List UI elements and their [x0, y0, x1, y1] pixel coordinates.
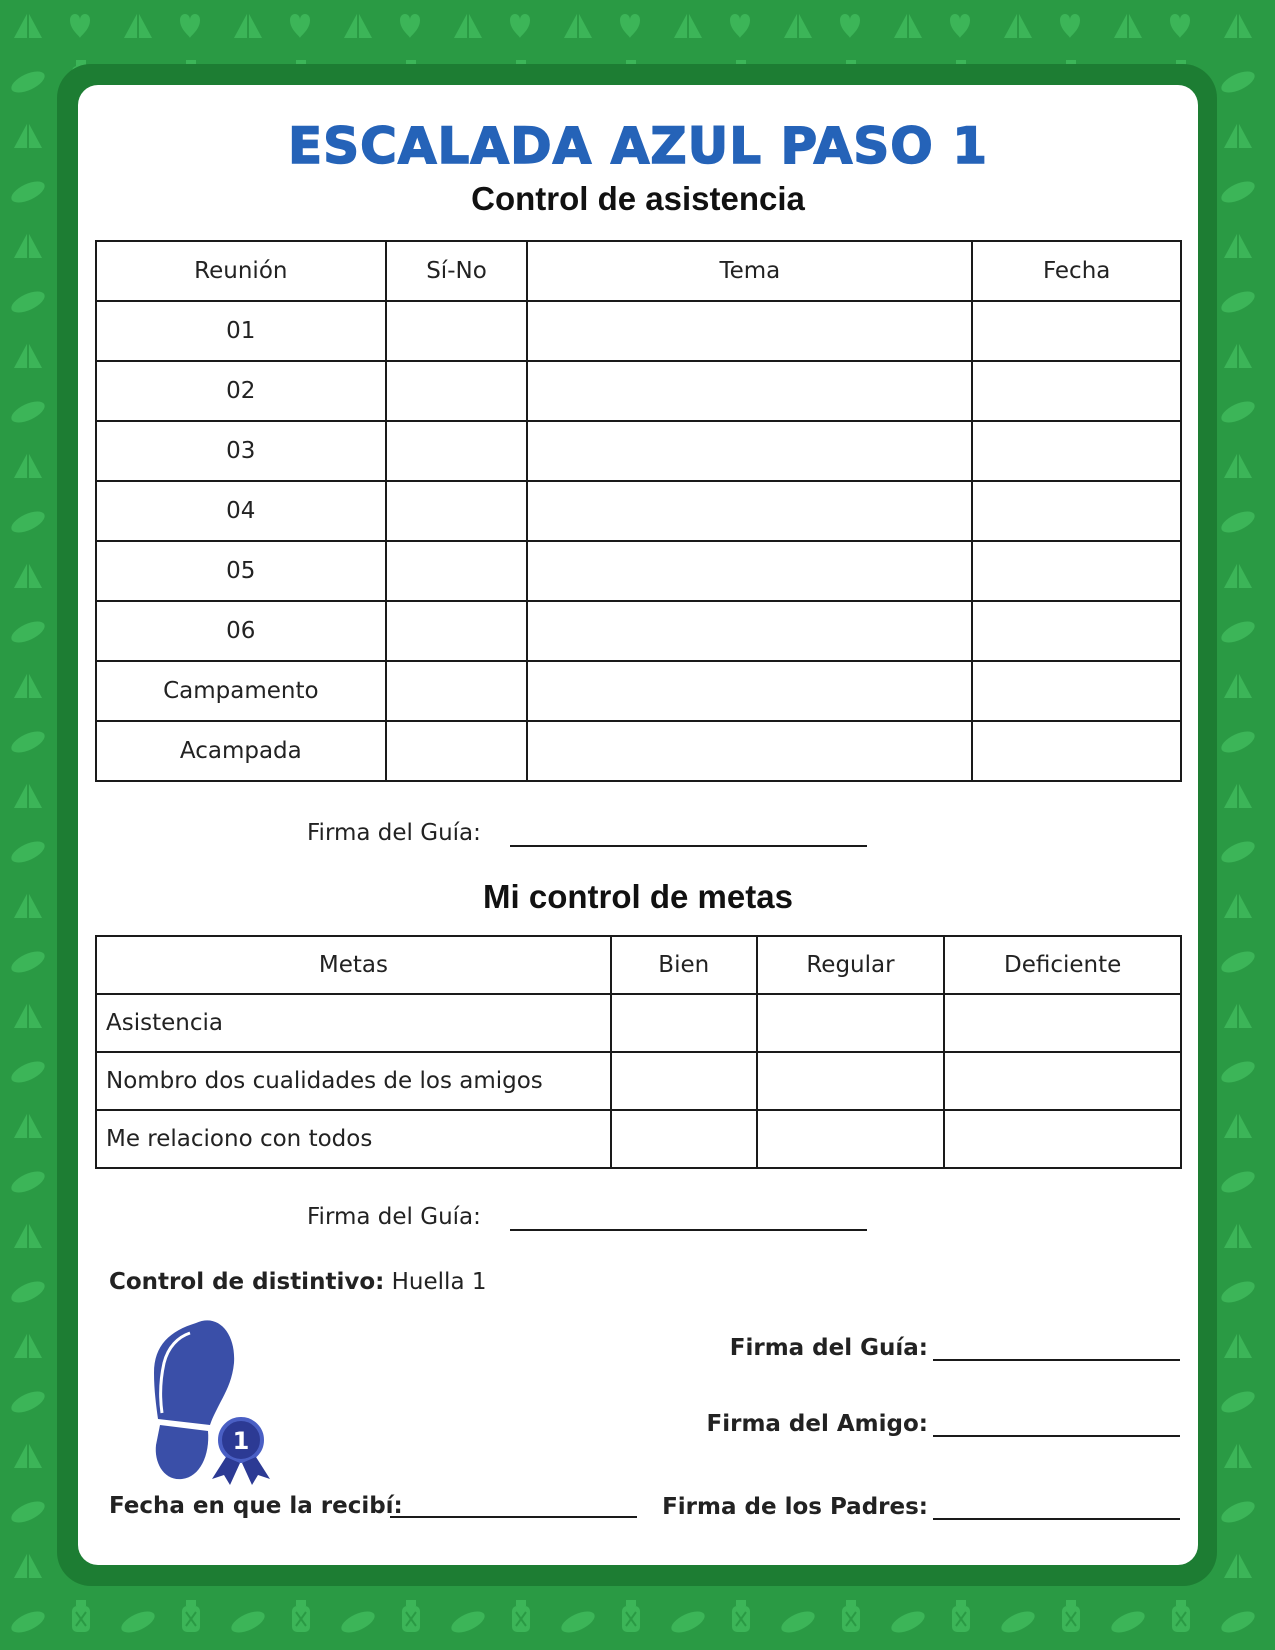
topic-cell[interactable]	[527, 721, 972, 781]
parents-signature-label: Firma de los Padres:	[662, 1494, 928, 1520]
topic-cell[interactable]	[527, 661, 972, 721]
yes-no-cell[interactable]	[386, 361, 528, 421]
column-header-regular: Regular	[757, 936, 945, 994]
date-cell[interactable]	[972, 301, 1181, 361]
yes-no-cell[interactable]	[386, 661, 528, 721]
attendance-guide-signature-label: Firma del Guía:	[307, 820, 481, 846]
attendance-heading: Control de asistencia	[471, 180, 805, 217]
table-row	[96, 481, 1181, 541]
table-row	[96, 301, 1181, 361]
topic-cell[interactable]	[527, 481, 972, 541]
table-row	[96, 1110, 1181, 1168]
good-cell[interactable]	[611, 1110, 757, 1168]
date-cell[interactable]	[972, 661, 1181, 721]
table-row	[96, 994, 1181, 1052]
table-row	[96, 1052, 1181, 1110]
goals-guide-signature-line[interactable]	[510, 1229, 867, 1231]
meeting-label: 05	[96, 541, 386, 601]
meeting-label: 04	[96, 481, 386, 541]
goals-heading: Mi control de metas	[483, 878, 793, 915]
badge-control	[109, 1269, 486, 1295]
topic-cell[interactable]	[527, 601, 972, 661]
footprint-icon	[148, 1315, 283, 1490]
friend-signature-line[interactable]	[933, 1435, 1180, 1437]
badge-guide-signature-line[interactable]	[933, 1359, 1180, 1361]
yes-no-cell[interactable]	[386, 481, 528, 541]
meeting-label: 01	[96, 301, 386, 361]
table-header-row	[96, 241, 1181, 301]
meeting-label: Acampada	[96, 721, 386, 781]
table-row	[96, 661, 1181, 721]
good-cell[interactable]	[611, 1052, 757, 1110]
regular-cell[interactable]	[757, 1052, 945, 1110]
deficient-cell[interactable]	[944, 1052, 1181, 1110]
meeting-label: Campamento	[96, 661, 386, 721]
table-header-row	[96, 936, 1181, 994]
column-header-yes-no: Sí-No	[386, 241, 528, 301]
date-cell[interactable]	[972, 421, 1181, 481]
topic-cell[interactable]	[527, 361, 972, 421]
column-header-topic: Tema	[527, 241, 972, 301]
goals-guide-signature-label: Firma del Guía:	[307, 1204, 481, 1230]
table-row	[96, 541, 1181, 601]
table-row	[96, 601, 1181, 661]
meeting-label: 03	[96, 421, 386, 481]
deficient-cell[interactable]	[944, 994, 1181, 1052]
meeting-label: 02	[96, 361, 386, 421]
topic-cell[interactable]	[527, 541, 972, 601]
yes-no-cell[interactable]	[386, 301, 528, 361]
attendance-table	[95, 240, 1182, 782]
regular-cell[interactable]	[757, 994, 945, 1052]
page-title: ESCALADA AZUL PASO 1	[287, 117, 988, 175]
date-cell[interactable]	[972, 361, 1181, 421]
good-cell[interactable]	[611, 994, 757, 1052]
topic-cell[interactable]	[527, 421, 972, 481]
table-row	[96, 361, 1181, 421]
badge-guide-signature-label: Firma del Guía:	[729, 1335, 928, 1361]
goals-table	[95, 935, 1182, 1169]
yes-no-cell[interactable]	[386, 721, 528, 781]
friend-signature-label: Firma del Amigo:	[706, 1411, 928, 1437]
date-cell[interactable]	[972, 721, 1181, 781]
date-received-label: Fecha en que la recibí:	[109, 1493, 403, 1519]
regular-cell[interactable]	[757, 1110, 945, 1168]
table-row	[96, 421, 1181, 481]
column-header-date: Fecha	[972, 241, 1181, 301]
goal-label: Asistencia	[96, 994, 611, 1052]
date-cell[interactable]	[972, 481, 1181, 541]
goal-label: Me relaciono con todos	[96, 1110, 611, 1168]
attendance-guide-signature-line[interactable]	[510, 845, 867, 847]
column-header-goals: Metas	[96, 936, 611, 994]
column-header-deficient: Deficiente	[944, 936, 1181, 994]
ribbon-number: 1	[232, 1427, 250, 1455]
column-header-meeting: Reunión	[96, 241, 386, 301]
column-header-good: Bien	[611, 936, 757, 994]
yes-no-cell[interactable]	[386, 541, 528, 601]
badge-control-label: Control de distintivo:	[109, 1269, 385, 1295]
date-cell[interactable]	[972, 601, 1181, 661]
parents-signature-line[interactable]	[933, 1518, 1180, 1520]
yes-no-cell[interactable]	[386, 601, 528, 661]
table-row	[96, 721, 1181, 781]
yes-no-cell[interactable]	[386, 421, 528, 481]
deficient-cell[interactable]	[944, 1110, 1181, 1168]
meeting-label: 06	[96, 601, 386, 661]
topic-cell[interactable]	[527, 301, 972, 361]
badge-control-value: Huella 1	[391, 1269, 487, 1295]
date-cell[interactable]	[972, 541, 1181, 601]
goal-label: Nombro dos cualidades de los amigos	[96, 1052, 611, 1110]
